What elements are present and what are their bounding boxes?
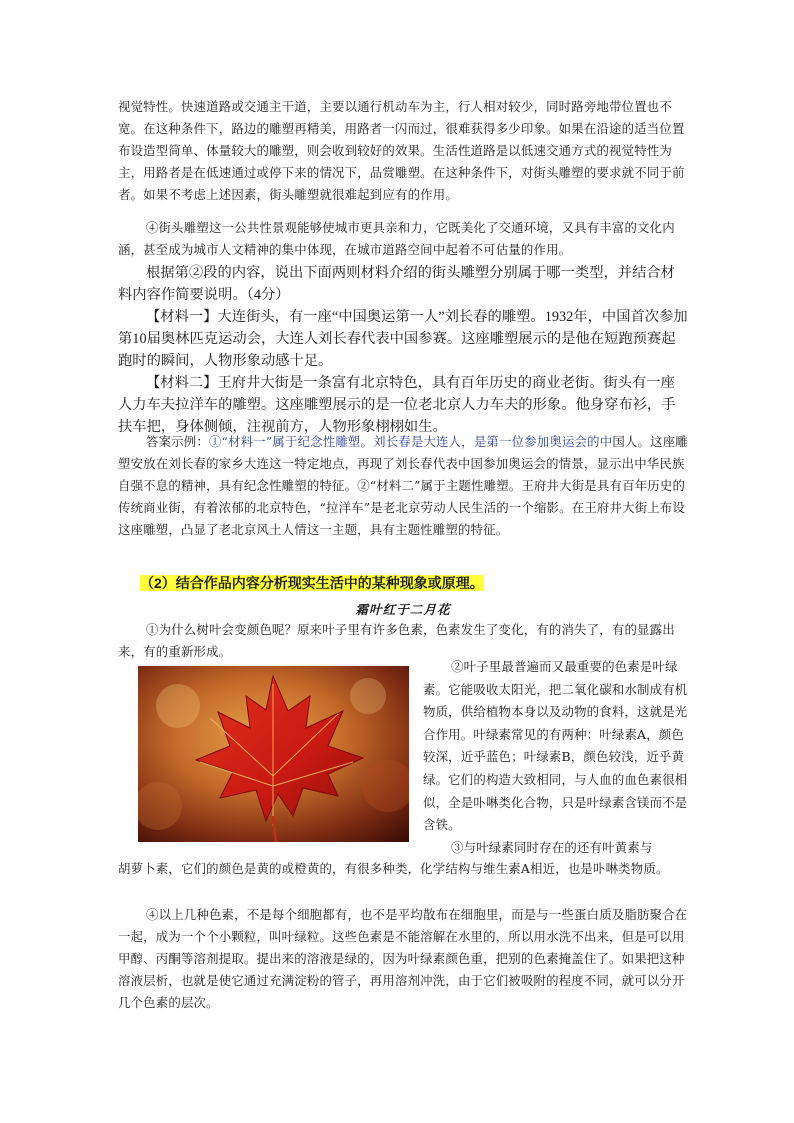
answer-example — [118, 431, 688, 541]
article-paragraph-2: ②叶子里最普遍而又最重要的色素是叶绿素。它能吸收太阳光，把二氧化碳和水制成有机物质，供给植物本身以及动物的食料，这就是光合作用。叶绿素常见的有两种：叶绿素A，颜色较深，近乎蓝色；叶绿素B，颜色较浅，近乎黄绿。它们的构造大致相同，与人血的血色素很相似，全是卟啉类化合物，只是叶绿素含镁而不是含铁。 — [423, 659, 688, 833]
paragraph-3-continued: 视觉特性。快速道路或交通主干道，主要以通行机动车为主，行人相对较少，同时路旁地带位置也不宽。在这种条件下，路边的雕塑再精美，用路者一闪而过，很难获得多少印象。如果在沿途的适当位置布设造型简单、体量较大的雕塑，则会收到较好的效果。生活性道路是以低速交通方式的视觉特性为主，用路者是在低速通过或停下来的情况下，品赏雕塑。在这种条件下，对街头雕塑的要求就不同于前者。如果不考虑上述因素，街头雕塑就很难起到应有的作用。 — [118, 99, 685, 203]
article-paragraph-1: ①为什么树叶会变颜色呢？原来叶子里有许多色素，色素发生了变化，有的消失了，有的显露出来，有的重新形成。 — [118, 622, 675, 660]
answer-label: 答案示例： — [146, 434, 209, 449]
material-two: 【材料二】王府井大街是一条富有北京特色，具有百年历史的商业老街。街头有一座人力车夫拉洋车的雕塑。这座雕塑展示的是一位老北京人力车夫的形象。他身穿布衫，手扶车把，身体侧倾，注视前方，人物形象栩栩如生。 — [118, 375, 676, 436]
maple-leaf-image — [138, 666, 409, 842]
paragraph-4: ④街头雕塑这一公共性景观能够使城市更具亲和力，它既美化了交通环境，又具有丰富的文化内涵，甚至成为城市人文精神的集中体现，在城市道路空间中起着不可估量的作用。 — [118, 220, 675, 258]
article-paragraph-2-column — [423, 656, 688, 859]
section-two-heading — [140, 573, 710, 593]
article-title: 霜叶红于二月花 — [355, 602, 451, 617]
answer-blue-text: ①“材料一”属于纪念性雕塑。刘长春是大连人，是第一位参加奥运会的中 — [208, 434, 613, 449]
question-text: 根据第②段的内容，说出下面两则材料介绍的街头雕塑分别属于哪一类型，并结合材料内容作简要说明。（4分） — [118, 265, 675, 304]
maple-leaf-icon — [138, 666, 409, 842]
highlighted-heading: （2）结合作品内容分析现实生活中的某种现象或原理。 — [140, 575, 484, 591]
answer-rest-text: 国人。这座雕塑安放在刘长春的家乡大连这一特定地点，再现了刘长春代表中国参加奥运会的情景，显示出中华民族自强不息的精神，具有纪念性雕塑的特征。②“材料二”属于主题性雕塑。王府井大街是具有百年历史的传统商业街，有着浓郁的北京特色，“拉洋车”是老北京劳动人民生活的一个缩影。在王府井大街上布设这座雕塑，凸显了老北京风土人情这一主题，具有主题性雕塑的特征。 — [118, 434, 688, 538]
material-one: 【材料一】大连街头，有一座“中国奥运第一人”刘长春的雕塑。1932年，中国首次参加第10届奥林匹克运动会，大连人刘长春代表中国参赛。这座雕塑展示的是他在短跑预赛起跑时的瞬间，人物形象动感十足。 — [118, 309, 688, 370]
article-paragraph-3-rest: 胡萝卜素，它们的颜色是黄的或橙黄的，有很多种类，化学结构与维生素A相近，也是卟啉类物质。 — [118, 861, 669, 876]
article-paragraph-4: ④以上几种色素，不是每个细胞都有，也不是平均散布在细胞里，而是与一些蛋白质及脂肪聚合在一起，成为一个个小颗粒，叫叶绿粒。这些色素是不能溶解在水里的，所以用水洗不出来，但是可以用甲醇、丙酮等溶剂提取。提出来的溶液是绿的，因为叶绿素颜色重，把别的色素掩盖住了。如果把这种溶液层析，也就是使它通过充满淀粉的管子，再用溶剂冲洗，由于它们被吸附的程度不同，就可以分开几个色素的层次。 — [118, 907, 688, 1011]
article-paragraph-3-start: ③与叶绿素同时存在的还有叶黄素与 — [451, 839, 653, 855]
